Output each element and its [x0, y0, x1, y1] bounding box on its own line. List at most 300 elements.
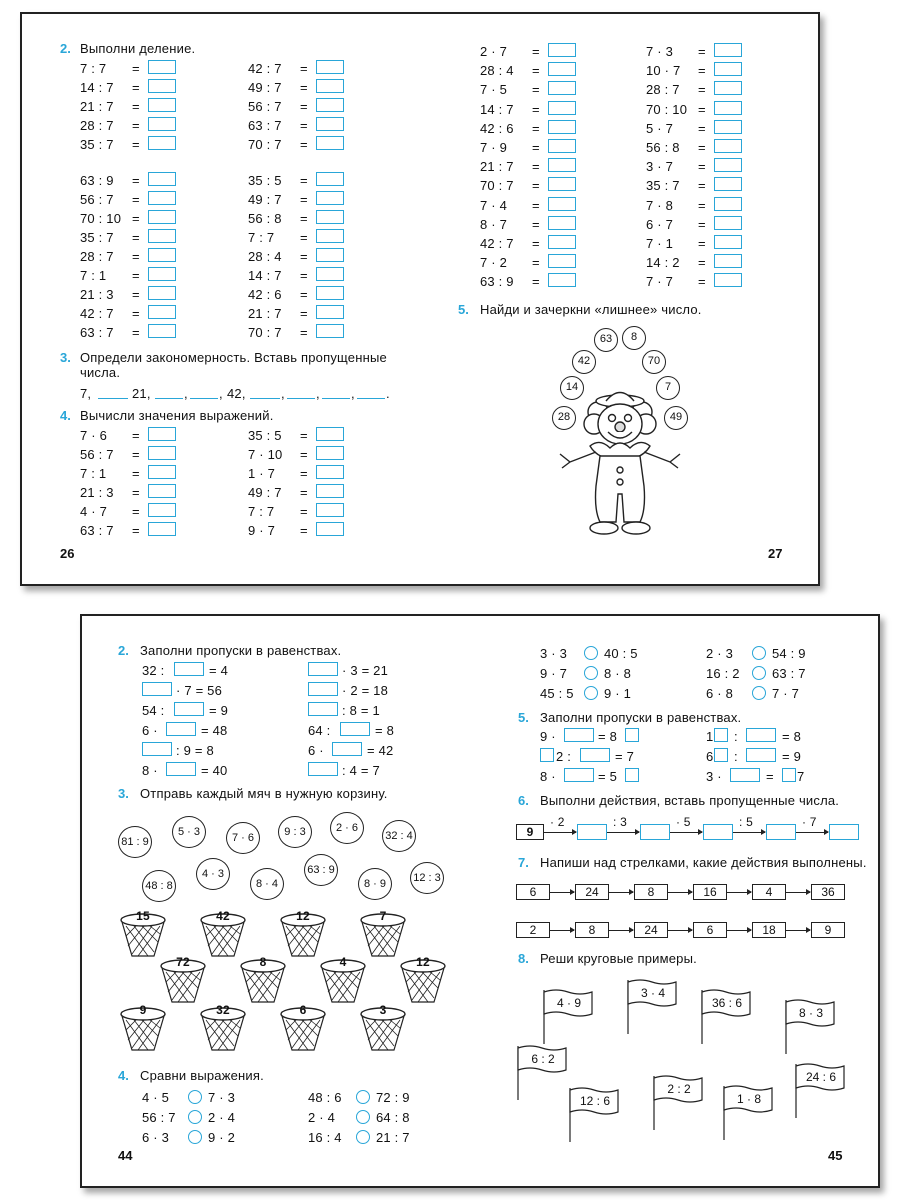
answer-box[interactable] [316, 484, 344, 498]
sequence-number: 8 [634, 884, 668, 900]
answer-line[interactable] [287, 398, 315, 399]
ball[interactable]: 8 · 9 [358, 868, 392, 900]
answer-box[interactable] [714, 101, 742, 115]
expression: 16 : 4 [308, 1130, 342, 1145]
answer-box[interactable] [308, 762, 338, 776]
answer-box[interactable] [316, 267, 344, 281]
compare-circle[interactable] [584, 666, 598, 680]
page-number: 27 [768, 546, 783, 561]
equals-sign: = [132, 523, 140, 538]
answer-box-small[interactable] [714, 728, 728, 742]
operation-label: · 5 [676, 815, 691, 829]
answer-box[interactable] [714, 62, 742, 76]
answer-box[interactable] [746, 728, 776, 742]
equals-sign: = [698, 197, 706, 213]
task-number: 5. [518, 710, 529, 725]
equation-part: = 7 [615, 749, 635, 764]
equals-sign: = [132, 118, 140, 133]
task-number: 3. [60, 350, 71, 365]
equals-sign: = [132, 325, 140, 340]
sequence-number: 36 [811, 884, 845, 900]
answer-box[interactable] [714, 254, 742, 268]
equals-sign: = [300, 447, 308, 462]
answer-box[interactable] [640, 824, 670, 840]
equals-sign: = [532, 178, 540, 194]
answer-box[interactable] [316, 465, 344, 479]
task-number: 6. [518, 793, 529, 808]
equals-sign: = [300, 173, 308, 188]
answer-box[interactable] [340, 722, 370, 736]
answer-box[interactable] [564, 728, 594, 742]
expression: 2 · 7 [480, 44, 508, 59]
expression: 7 · 8 [646, 197, 674, 213]
equals-sign: = [132, 230, 140, 245]
equation-part: 2 : [556, 749, 572, 764]
compare-circle[interactable] [584, 646, 598, 660]
flag-expression: 3 · 4 [640, 986, 665, 1000]
answer-box[interactable] [316, 136, 344, 150]
expression: 9 · 1 [604, 686, 632, 701]
operation-label: · 7 [802, 815, 817, 829]
expression: 1 · 7 [248, 466, 276, 481]
answer-box[interactable] [714, 139, 742, 153]
equals-sign: = [532, 159, 540, 175]
equals-sign: = [532, 216, 540, 232]
answer-box-small[interactable] [625, 768, 639, 782]
equals-sign: = [532, 236, 540, 251]
task-title: Напиши над стрелками, какие действия выполнены. [540, 855, 867, 870]
answer-box[interactable] [548, 273, 576, 287]
answer-box-small[interactable] [540, 748, 554, 762]
compare-circle[interactable] [188, 1090, 202, 1104]
answer-box[interactable] [148, 324, 176, 338]
expression: 42 : 7 [80, 306, 114, 321]
equation-part: : [734, 749, 738, 764]
answer-box-small[interactable] [782, 768, 796, 782]
ball[interactable]: 12 : 3 [410, 862, 444, 894]
sequence-number: 4 [752, 884, 786, 900]
answer-box[interactable] [148, 465, 176, 479]
compare-circle[interactable] [752, 646, 766, 660]
answer-box[interactable] [316, 446, 344, 460]
expression: 4 · 5 [142, 1090, 170, 1105]
answer-box[interactable] [148, 427, 176, 441]
expression: 56 : 7 [80, 192, 114, 207]
equation-part: : [734, 729, 738, 744]
equation-part: · 7 = 56 [176, 683, 223, 698]
ball[interactable]: 2 · 6 [330, 812, 364, 844]
number-ball[interactable]: 7 [656, 376, 680, 400]
answer-box[interactable] [166, 722, 196, 736]
answer-box[interactable] [548, 101, 576, 115]
equals-sign: = [300, 249, 308, 264]
answer-box[interactable] [580, 748, 610, 762]
expression: 56 : 8 [248, 211, 282, 226]
compare-circle[interactable] [188, 1110, 202, 1124]
flag-expression: 6 : 2 [531, 1052, 555, 1066]
equation-part: 9 · [540, 729, 556, 744]
basket-number: 12 [416, 955, 430, 969]
answer-box[interactable] [148, 191, 176, 205]
basket-number: 72 [176, 955, 190, 969]
expression: 49 : 7 [248, 192, 282, 207]
answer-box[interactable] [316, 172, 344, 186]
ball[interactable]: 9 : 3 [278, 816, 312, 848]
answer-box[interactable] [316, 79, 344, 93]
answer-box[interactable] [308, 682, 338, 696]
equation-part: = 5 [598, 769, 618, 784]
answer-box[interactable] [148, 210, 176, 224]
expression: 7 · 4 [480, 197, 508, 213]
expression: 35 : 5 [248, 428, 282, 443]
answer-box[interactable] [142, 742, 172, 756]
answer-box[interactable] [148, 267, 176, 281]
equals-sign: = [300, 485, 308, 500]
answer-box[interactable] [548, 177, 576, 191]
compare-circle[interactable] [584, 686, 598, 700]
equals-sign: = [132, 249, 140, 264]
equals-sign: = [132, 211, 140, 226]
equals-sign: = [132, 306, 140, 321]
answer-box[interactable] [174, 662, 204, 676]
answer-box[interactable] [148, 305, 176, 319]
expression: 56 : 7 [142, 1110, 176, 1125]
expression: 7 : 7 [80, 61, 107, 76]
expression: 49 : 7 [248, 80, 282, 95]
sequence-value: 42, [227, 386, 246, 401]
task-title: Выполни деление. [80, 41, 196, 56]
expression: 54 : 9 [772, 646, 806, 661]
equals-sign: = [300, 137, 308, 152]
page-number: 45 [828, 1148, 843, 1163]
answer-box[interactable] [148, 503, 176, 517]
equals-sign: = [300, 118, 308, 133]
sequence-number: 24 [575, 884, 609, 900]
expression: 70 : 10 [646, 101, 688, 117]
answer-box[interactable] [746, 748, 776, 762]
equals-sign: = [132, 192, 140, 207]
equals-sign: = [300, 80, 308, 95]
expression: 63 : 7 [772, 666, 806, 681]
expression: 2 · 4 [308, 1110, 336, 1125]
equals-sign: = [132, 61, 140, 76]
answer-box[interactable] [548, 158, 576, 172]
task-number: 2. [60, 41, 71, 56]
flag-expression: 36 : 6 [711, 996, 743, 1010]
flag-expression: 24 : 6 [805, 1070, 837, 1084]
equals-sign: = [698, 82, 706, 98]
ball[interactable]: 63 : 9 [304, 854, 338, 886]
answer-box[interactable] [332, 742, 362, 756]
equals-sign: = [698, 178, 706, 194]
answer-box[interactable] [316, 98, 344, 112]
expression: 7 · 7 [772, 686, 800, 701]
ball[interactable]: 8 · 4 [250, 868, 284, 900]
equals-sign: = [300, 523, 308, 538]
equals-sign: = [532, 82, 540, 98]
answer-box[interactable] [308, 662, 338, 676]
expression: 70 : 7 [480, 178, 514, 194]
equals-sign: = [698, 63, 706, 79]
answer-line[interactable] [155, 398, 183, 399]
workbook-spread-top: 2. Выполни деление. 7 : 7 = 14 : 7 = 21 : 7 = 28 : 7 = 35 : 7 = 42 : 7 = 49 : 7 = 56 : 7 = 63 : 7 = 70 : 7 = 63 : 9 = 56 : 7 = 70 : 10 = 35 : 7 = 28 : 7 = 7 : 1 = 21 : 3 = 42 : 7 = 63 : 7 = 35 : 5 = 49 : 7 = 56 : 8 = 7 : 7 = 28 : 4 = 14 : 7 = 42 : 6 = 21 : 7 = 70 : 7 = 3. Определи закономерность. Вставь пропущенные числа. 7, 21, , , 42, , , , . 4. Вычисли значения выражений. 7 · 6 = 56 : 7 = 7 : 1 = 21 : 3 = 4 · 7 = 63 : 7 = 35 : 5 = 7 · 10 = 1 · 7 = 49 : 7 = 7 : 7 = 9 · 7 = 26 2 · 7 = 28 : 4 = 7 · 5 = 14 : 7 = 42 : 6 = 7 · 9 = 21 : 7 = 70 : 7 = 7 · 4 = 8 · 7 = 42 : 7 = 7 · 2 = 63 : 9 = 7 · 3 = 10 · 7 = 28 : 7 = 70 : 10 = 5 · 7 = 56 : 8 = 3 · 7 = 35 : 7 = 7 · 8 = 6 · 7 = 7 · 1 = 14 : 2 = 7 · 7 = 5. Найди и зачеркни «лишнее» число. 63 8 42 70 14 7 28 49 27 [20, 12, 820, 586]
compare-circle[interactable] [752, 686, 766, 700]
equation-part: 3 · [706, 769, 722, 784]
operation-label: : 5 [739, 815, 753, 829]
equals-sign: = [698, 101, 706, 117]
answer-box[interactable] [316, 248, 344, 262]
answer-box[interactable] [548, 43, 576, 57]
expression: 21 : 7 [80, 99, 114, 114]
equation-part: = 42 [367, 743, 394, 758]
answer-box[interactable] [714, 43, 742, 57]
equals-sign: = [532, 255, 540, 271]
compare-circle[interactable] [188, 1130, 202, 1144]
answer-box[interactable] [316, 305, 344, 319]
answer-box[interactable] [148, 98, 176, 112]
expression: 7 · 3 [646, 44, 674, 59]
task-title-cont: числа. [80, 365, 121, 380]
answer-box[interactable] [316, 117, 344, 131]
compare-circle[interactable] [356, 1090, 370, 1104]
expression: 70 : 10 [80, 211, 122, 226]
expression: 7 : 7 [248, 504, 275, 519]
equation-part: 6 · [308, 743, 324, 758]
equals-sign: = [132, 428, 140, 443]
answer-box-small[interactable] [625, 728, 639, 742]
expression: 63 : 9 [80, 173, 114, 188]
page-number: 26 [60, 546, 75, 561]
expression: 6 · 8 [706, 686, 734, 701]
answer-box[interactable] [316, 60, 344, 74]
basket-number: 12 [296, 909, 310, 923]
number-ball[interactable]: 8 [622, 326, 646, 350]
equation-part: : 4 = 7 [342, 763, 380, 778]
equation-part: 7 [797, 769, 805, 784]
ball[interactable]: 81 : 9 [118, 826, 152, 858]
answer-box[interactable] [714, 177, 742, 191]
answer-line[interactable] [322, 398, 350, 399]
answer-line[interactable] [98, 398, 128, 399]
sequence-number: 18 [752, 922, 786, 938]
equation-part: 64 : [308, 723, 331, 738]
expression: 7 · 6 [80, 428, 108, 443]
answer-box[interactable] [714, 197, 742, 211]
ball[interactable]: 4 · 3 [196, 858, 230, 890]
answer-box[interactable] [148, 229, 176, 243]
expression: 42 : 6 [248, 287, 282, 302]
equals-sign: = [300, 268, 308, 283]
answer-box[interactable] [316, 229, 344, 243]
equals-sign: = [532, 44, 540, 59]
compare-circle[interactable] [356, 1130, 370, 1144]
expression: 9 · 2 [208, 1130, 236, 1145]
answer-box[interactable] [548, 235, 576, 249]
expression: 7 · 2 [480, 255, 508, 271]
number-ball[interactable]: 42 [572, 350, 596, 374]
answer-box-small[interactable] [714, 748, 728, 762]
answer-box[interactable] [316, 210, 344, 224]
answer-box[interactable] [564, 768, 594, 782]
answer-line[interactable] [250, 398, 280, 399]
equals-sign: = [132, 80, 140, 95]
task-title: Сравни выражения. [140, 1068, 264, 1083]
answer-box[interactable] [548, 139, 576, 153]
answer-box[interactable] [148, 484, 176, 498]
operation-label: : 3 [613, 815, 627, 829]
number-ball[interactable]: 49 [664, 406, 688, 430]
equals-sign: = [300, 428, 308, 443]
task-title: Выполни действия, вставь пропущенные числа. [540, 793, 840, 808]
answer-box[interactable] [714, 273, 742, 287]
answer-box[interactable] [148, 172, 176, 186]
ball[interactable]: 5 · 3 [172, 816, 206, 848]
ball[interactable]: 32 : 4 [382, 820, 416, 852]
answer-box[interactable] [316, 427, 344, 441]
expression: 7 · 3 [208, 1090, 236, 1105]
answer-box[interactable] [829, 824, 859, 840]
answer-box[interactable] [308, 702, 338, 716]
answer-box[interactable] [166, 762, 196, 776]
equals-sign: = [300, 504, 308, 519]
answer-box[interactable] [548, 197, 576, 211]
expression: 63 : 7 [248, 118, 282, 133]
number-ball[interactable]: 63 [594, 328, 618, 352]
expression: 14 : 7 [480, 101, 514, 117]
answer-box[interactable] [142, 682, 172, 696]
expression: 35 : 7 [646, 178, 680, 194]
equation-part: · 3 = 21 [342, 663, 389, 678]
basket-number: 7 [379, 909, 387, 923]
equals-sign: = [698, 120, 706, 136]
expression: 42 : 7 [248, 61, 282, 76]
equals-sign: = [132, 447, 140, 462]
equation-part: = 9 [782, 749, 802, 764]
answer-box[interactable] [316, 191, 344, 205]
start-number: 9 [516, 824, 544, 840]
answer-box[interactable] [316, 286, 344, 300]
equation-part: = 8 [375, 723, 395, 738]
answer-box[interactable] [548, 216, 576, 230]
equation-part: 6 [706, 749, 714, 764]
expression: 42 : 7 [480, 236, 514, 251]
task-number: 4. [118, 1068, 129, 1083]
workbook-spread-bottom [80, 614, 880, 1188]
expression: 6 · 7 [646, 216, 674, 232]
sequence-number: 24 [634, 922, 668, 938]
expression: 14 : 7 [80, 80, 114, 95]
sequence-number: 2 [516, 922, 550, 938]
expression: 64 : 8 [376, 1110, 410, 1125]
answer-box[interactable] [548, 254, 576, 268]
answer-box[interactable] [714, 235, 742, 249]
expression: 28 : 7 [646, 82, 680, 98]
answer-box[interactable] [548, 62, 576, 76]
expression: 4 · 7 [80, 504, 108, 519]
task-title: Найди и зачеркни «лишнее» число. [480, 302, 702, 317]
basket-number: 8 [259, 955, 267, 969]
number-ball[interactable]: 14 [560, 376, 584, 400]
answer-box[interactable] [316, 324, 344, 338]
answer-line[interactable] [357, 398, 385, 399]
equals-sign: = [300, 230, 308, 245]
answer-box[interactable] [714, 120, 742, 134]
equation-part: 8 · [540, 769, 556, 784]
answer-box[interactable] [714, 81, 742, 95]
equation-part: · 2 = 18 [342, 683, 389, 698]
answer-box[interactable] [714, 216, 742, 230]
answer-box[interactable] [577, 824, 607, 840]
compare-circle[interactable] [356, 1110, 370, 1124]
answer-box[interactable] [148, 248, 176, 262]
basket-number: 15 [136, 909, 150, 923]
answer-box[interactable] [174, 702, 204, 716]
answer-box[interactable] [730, 768, 760, 782]
expression: 63 : 7 [80, 523, 114, 538]
answer-box[interactable] [703, 824, 733, 840]
expression: 56 : 7 [80, 447, 114, 462]
ball[interactable]: 48 : 8 [142, 870, 176, 902]
answer-line[interactable] [190, 398, 218, 399]
basket-number: 42 [216, 909, 230, 923]
answer-box[interactable] [316, 503, 344, 517]
expression: 16 : 2 [706, 666, 740, 681]
equation-part: 54 : [142, 703, 165, 718]
task-number: 7. [518, 855, 529, 870]
task-title: Реши круговые примеры. [540, 951, 697, 966]
equation-part: : 8 = 1 [342, 703, 380, 718]
equals-sign: = [300, 466, 308, 481]
answer-box[interactable] [316, 522, 344, 536]
answer-box[interactable] [148, 136, 176, 150]
expression: 56 : 7 [248, 99, 282, 114]
sequence-number: 9 [811, 922, 845, 938]
number-ball[interactable]: 70 [642, 350, 666, 374]
answer-box[interactable] [714, 158, 742, 172]
equation-part: = 4 [209, 663, 229, 678]
task-title: Определи закономерность. Вставь пропущенные [80, 350, 387, 365]
expression: 7 : 1 [80, 268, 107, 283]
task-number: 5. [458, 302, 469, 317]
equals-sign: = [300, 287, 308, 302]
task-number: 2. [118, 643, 129, 658]
equals-sign: = [300, 306, 308, 321]
answer-box[interactable] [148, 286, 176, 300]
answer-box[interactable] [148, 60, 176, 74]
expression: 40 : 5 [604, 646, 638, 661]
equals-sign: = [132, 137, 140, 152]
sequence-number: 16 [693, 884, 727, 900]
equals-sign: = [532, 140, 540, 155]
answer-box[interactable] [766, 824, 796, 840]
expression: 14 : 2 [646, 255, 680, 271]
ball[interactable]: 7 · 6 [226, 822, 260, 854]
answer-box[interactable] [548, 81, 576, 95]
answer-box[interactable] [148, 79, 176, 93]
equals-sign: = [300, 192, 308, 207]
answer-box[interactable] [148, 117, 176, 131]
compare-circle[interactable] [752, 666, 766, 680]
number-ball[interactable]: 28 [552, 406, 576, 430]
expression: 21 : 7 [480, 159, 514, 175]
equals-sign: = [132, 99, 140, 114]
task-number: 3. [118, 786, 129, 801]
answer-box[interactable] [148, 446, 176, 460]
operation-label: · 2 [550, 815, 565, 829]
answer-box[interactable] [548, 120, 576, 134]
expression: 5 · 7 [646, 120, 674, 136]
answer-box[interactable] [148, 522, 176, 536]
